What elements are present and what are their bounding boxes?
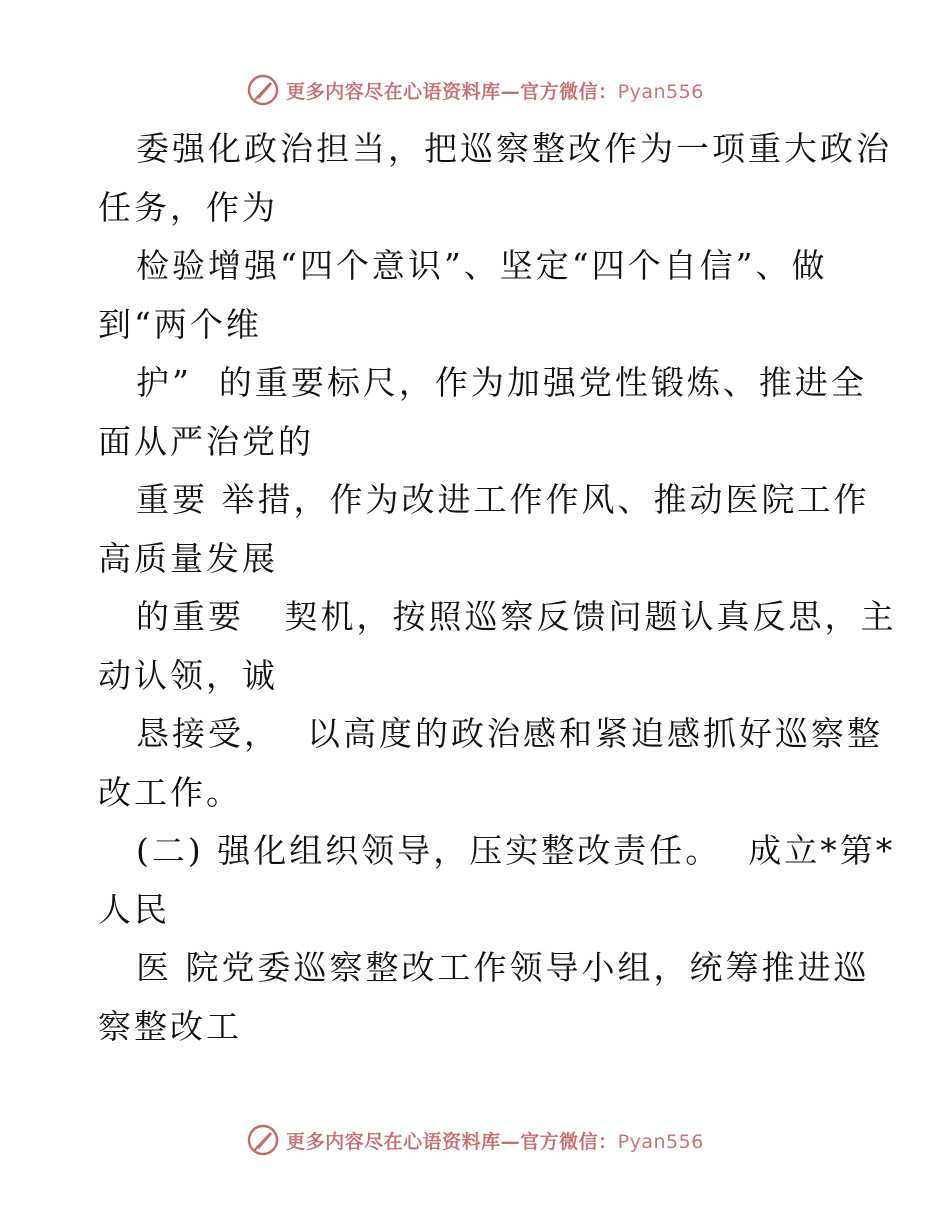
text-line: 人民 [98, 889, 170, 929]
text-line: 察整改工 [98, 1006, 242, 1046]
text-line: 医 院党委巡察整改工作领导小组，统筹推进巡 [136, 948, 870, 987]
text-line: 高质量发展 [98, 538, 278, 578]
watermark-footer [0, 1122, 950, 1158]
text-line: 的重要 契机，按照巡察反馈问题认真反思，主 [136, 597, 897, 636]
text-line: 任务，作为 [98, 187, 278, 227]
text-line: 护” 的重要标尺，作为加强党性锻炼、推进全 [136, 363, 867, 402]
text-line: 重要 举措，作为改进工作作风、推动医院工作 [136, 480, 870, 519]
text-line: 改工作。 [98, 772, 242, 812]
text-line: 到“两个维 [98, 304, 262, 344]
watermark-wechat-id: Pyan556 [617, 1130, 704, 1153]
text-line: 面从严治党的 [98, 421, 314, 461]
text-line: 恳接受， 以高度的政治感和紧迫感抓好巡察整 [136, 714, 883, 753]
text-line: 动认领，诚 [98, 655, 278, 695]
document-body [98, 120, 897, 1056]
watermark-text-cn: 更多内容尽在心语资料库—官方微信： [286, 1130, 618, 1153]
text-line: 检验增强“四个意识”、坚定“四个自信”、做 [136, 246, 828, 285]
quill-circle-logo-icon [246, 73, 280, 107]
watermark-header [0, 72, 950, 108]
section-heading-line: (二) 强化组织领导，压实整改责任。 成立*第* [136, 831, 896, 870]
text-line: 委强化政治担当，把巡察整改作为一项重大政治 [136, 129, 892, 168]
watermark-text [286, 1127, 704, 1154]
watermark-text [286, 77, 704, 104]
quill-circle-logo-icon [246, 1123, 280, 1157]
watermark-wechat-id: Pyan556 [617, 80, 704, 103]
watermark-text-cn: 更多内容尽在心语资料库—官方微信： [286, 80, 618, 103]
